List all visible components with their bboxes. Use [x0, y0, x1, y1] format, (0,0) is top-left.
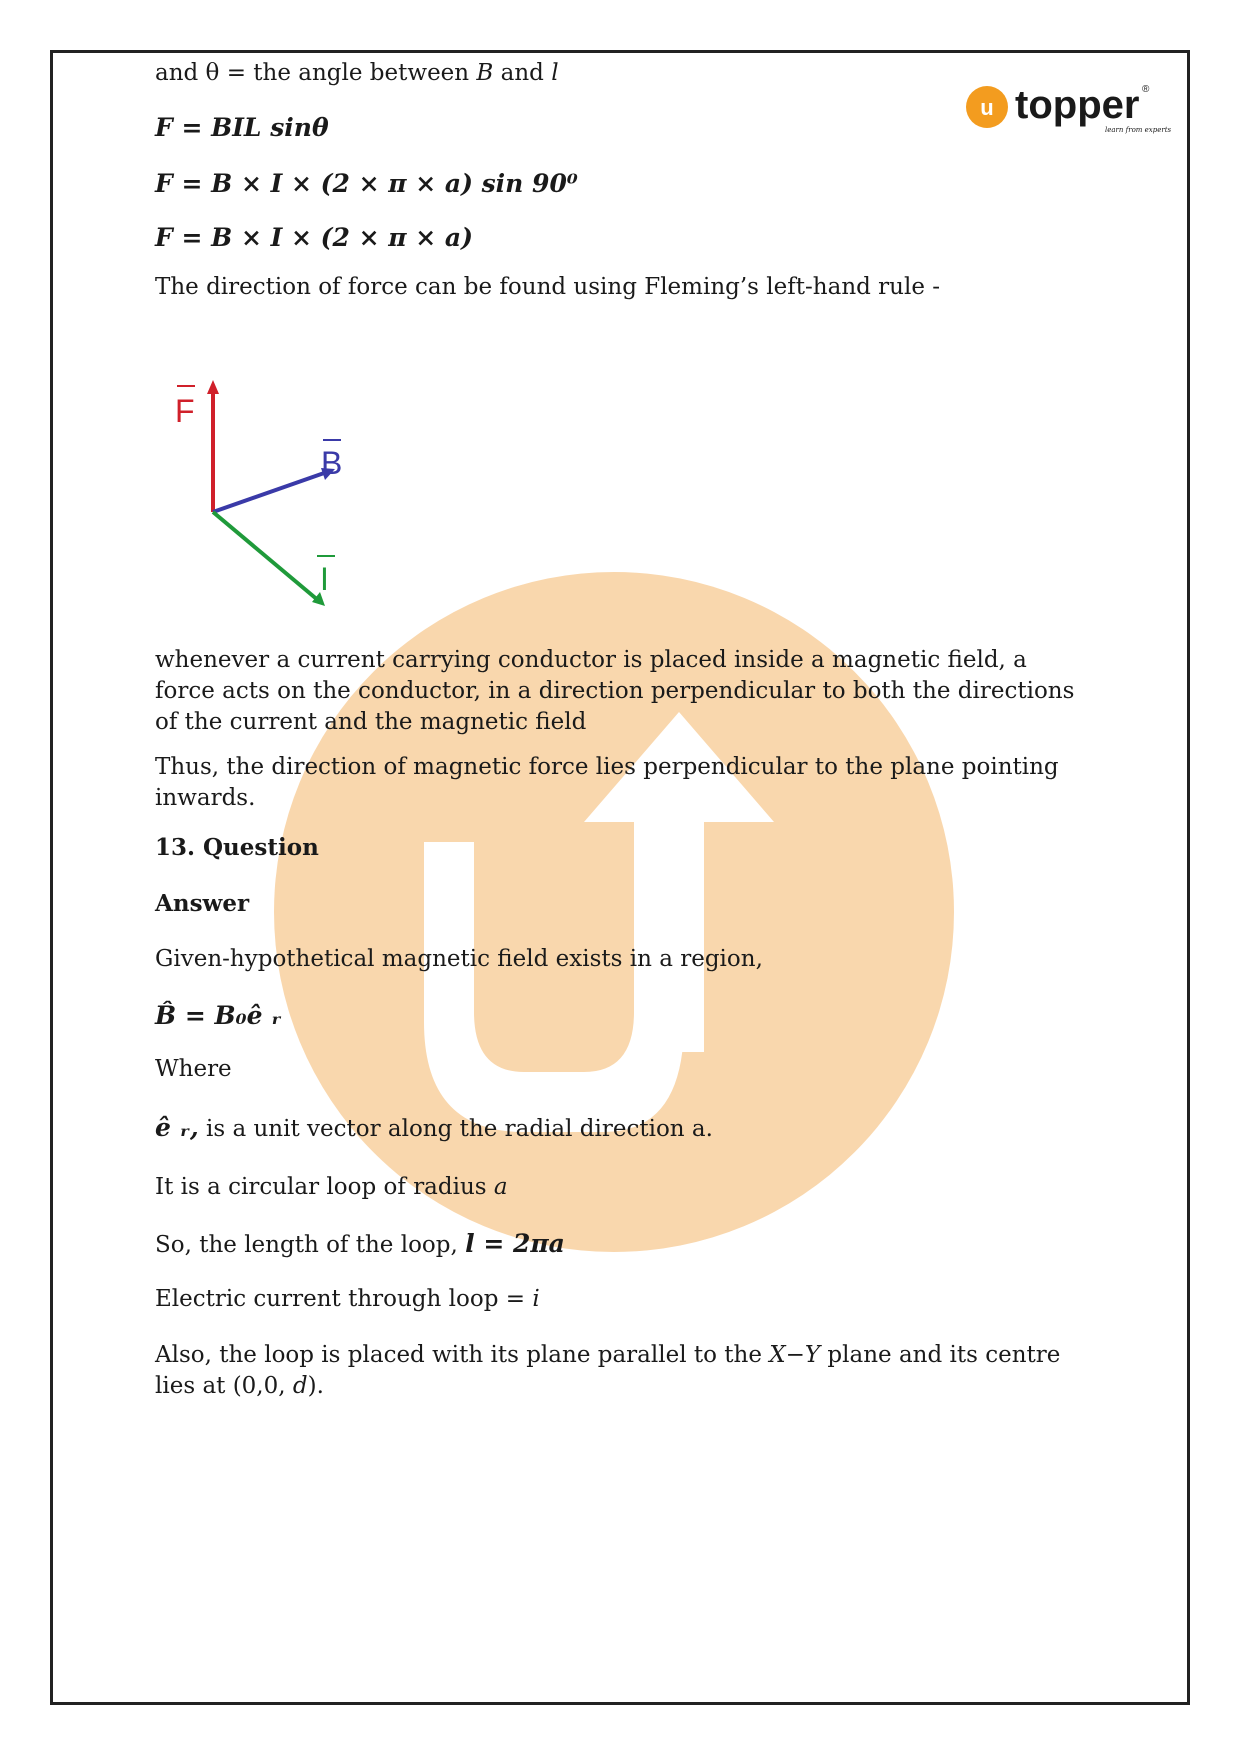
force-equation-2: F = B × I × (2 × π × a) sin 90⁰: [155, 169, 578, 198]
direction-rule-text: The direction of force can be found using Fleming’s left-hand rule -: [155, 274, 941, 300]
loop-position-text: Also, the loop is placed with its plane parallel to the X−Y plane and its centre lies at (0,0, d).: [155, 1342, 1061, 1399]
topper-logo: [965, 80, 1172, 140]
unit-vector-text: ê ᵣ, is a unit vector along the radial direction a.: [155, 1113, 713, 1142]
svg-text:®: ®: [1142, 84, 1150, 95]
svg-text:u: u: [980, 95, 994, 120]
field-equation: B̂ = B₀ê ᵣ: [155, 1001, 282, 1030]
loop-length-text: So, the length of the loop, l = 2πa: [155, 1229, 565, 1258]
current-label: I: [320, 561, 329, 597]
force-explanation-paragraph: whenever a current carrying conductor is placed inside a magnetic field, a force acts on the conductor, in a direction perpendicular to both the directions of the current and the magnetic field: [155, 647, 1075, 735]
where-text: Where: [155, 1056, 232, 1082]
force-label: F: [175, 393, 195, 429]
current-text: Electric current through loop = i: [155, 1286, 540, 1312]
field-label: B: [321, 445, 343, 481]
logo-wordmark: topper: [1015, 83, 1140, 127]
force-equation-1: F = BIL sinθ: [155, 113, 329, 142]
given-text: Given-hypothetical magnetic field exists in a region,: [155, 946, 763, 972]
svg-text:learn from experts: learn from experts: [1105, 126, 1172, 134]
angle-definition: and θ = the angle between B and l: [155, 60, 559, 86]
loop-radius-text: It is a circular loop of radius a: [155, 1174, 508, 1200]
answer-heading: Answer: [155, 890, 250, 917]
force-equation-3: F = B × I × (2 × π × a): [155, 223, 473, 252]
force-direction-paragraph: Thus, the direction of magnetic force lies perpendicular to the plane pointing inwards.: [155, 754, 1059, 811]
fleming-left-hand-figure: [155, 376, 345, 616]
question-heading: 13. Question: [155, 834, 319, 861]
